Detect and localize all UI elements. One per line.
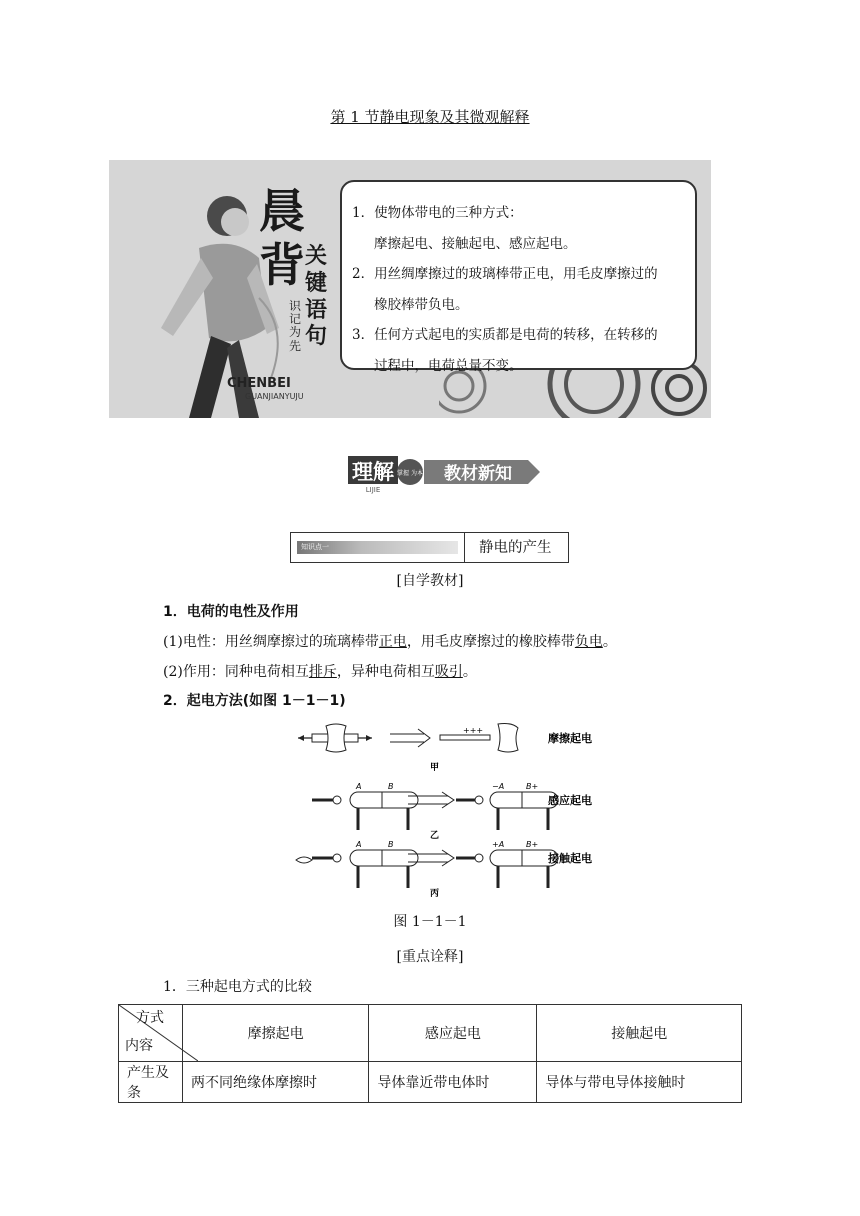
table-corner: 方式 内容 (119, 1005, 183, 1062)
key-points-heading: [重点诠释] (396, 949, 464, 965)
knowledge-badge: 知识点一 (297, 541, 458, 554)
table-row (119, 1062, 742, 1103)
self-study-heading: [自学教材] (396, 573, 464, 589)
svg-text:教材新知: 教材新知 (444, 464, 512, 484)
banner-char-1: 晨 (259, 184, 305, 238)
svg-text:掌握 为本: 掌握 为本 (397, 470, 423, 477)
svg-text:−A: −A (492, 782, 505, 791)
banner-brand-sub: GUANJIANYUJU (245, 392, 304, 401)
section-banner (346, 452, 546, 494)
note-2: 2．用丝绸摩擦过的玻璃棒带正电，用毛皮摩擦过的 (352, 266, 658, 282)
svg-text:B: B (388, 782, 394, 791)
induction-row (312, 782, 592, 841)
knowledge-title: 静电的产生 (479, 540, 552, 556)
table-header-row (119, 1005, 742, 1062)
figure-caption: 图 1－1－1 (393, 914, 467, 930)
banner-small-text: 识 记 为 先 (289, 299, 302, 353)
svg-text:A: A (356, 840, 362, 849)
table-cell: 导体与带电导体接触时 (537, 1062, 742, 1103)
key-sentences-box (340, 180, 697, 374)
banner-brand: CHENBEI (227, 376, 291, 391)
friction-row (298, 724, 592, 774)
banner-char-2: 背 (259, 238, 305, 292)
note-3: 3．任何方式起电的实质都是电荷的转移，在转移的 (352, 327, 658, 343)
svg-text:甲: 甲 (430, 763, 440, 773)
header-banner (109, 160, 711, 418)
table-cell: 两不同绝缘体摩擦时 (183, 1062, 369, 1103)
charge-action-line: (2)作用：同种电荷相互排斥，异种电荷相互吸引。 (163, 664, 477, 680)
table-header: 接触起电 (537, 1005, 742, 1062)
svg-text:摩擦起电: 摩擦起电 (548, 732, 592, 745)
svg-text:接触起电: 接触起电 (548, 852, 592, 865)
page-title: 第 1 节静电现象及其微观解释 (330, 108, 530, 126)
svg-text:丙: 丙 (430, 889, 440, 899)
svg-text:乙: 乙 (430, 831, 440, 841)
svg-text:理解: 理解 (352, 460, 394, 484)
table-cell: 导体靠近带电体时 (369, 1062, 537, 1103)
knowledge-point-box (290, 532, 569, 563)
svg-text:感应起电: 感应起电 (548, 794, 592, 807)
note-1: 1．使物体带电的三种方式： (352, 205, 523, 221)
item1-heading: 1．电荷的电性及作用 (163, 604, 299, 620)
note-1-detail: 摩擦起电、接触起电、感应起电。 (374, 235, 577, 252)
banner-side-text: 关 键 语 句 (305, 244, 328, 350)
note-3-cont: 过程中，电荷总量不变。 (374, 357, 523, 374)
svg-text:LIJIE: LIJIE (365, 486, 381, 494)
table-header: 摩擦起电 (183, 1005, 369, 1062)
compare-heading: 1．三种起电方式的比较 (163, 979, 312, 995)
electrification-figure (290, 720, 610, 900)
comparison-table (118, 1004, 742, 1103)
svg-text:B: B (388, 840, 394, 849)
svg-text:+++: +++ (463, 726, 484, 735)
charge-nature-line: (1)电性：用丝绸摩擦过的琉璃棒带正电，用毛皮摩擦过的橡胶棒带负电。 (163, 634, 617, 650)
svg-text:+A: +A (492, 840, 505, 849)
svg-text:B+: B+ (526, 840, 539, 849)
contact-row (296, 840, 592, 899)
note-2-cont: 橡胶棒带负电。 (374, 296, 469, 313)
svg-text:A: A (356, 782, 362, 791)
svg-text:B+: B+ (526, 782, 539, 791)
item2-heading: 2．起电方法(如图 1－1－1) (163, 693, 346, 709)
table-header: 感应起电 (369, 1005, 537, 1062)
table-cell: 产生及条 (119, 1062, 183, 1103)
